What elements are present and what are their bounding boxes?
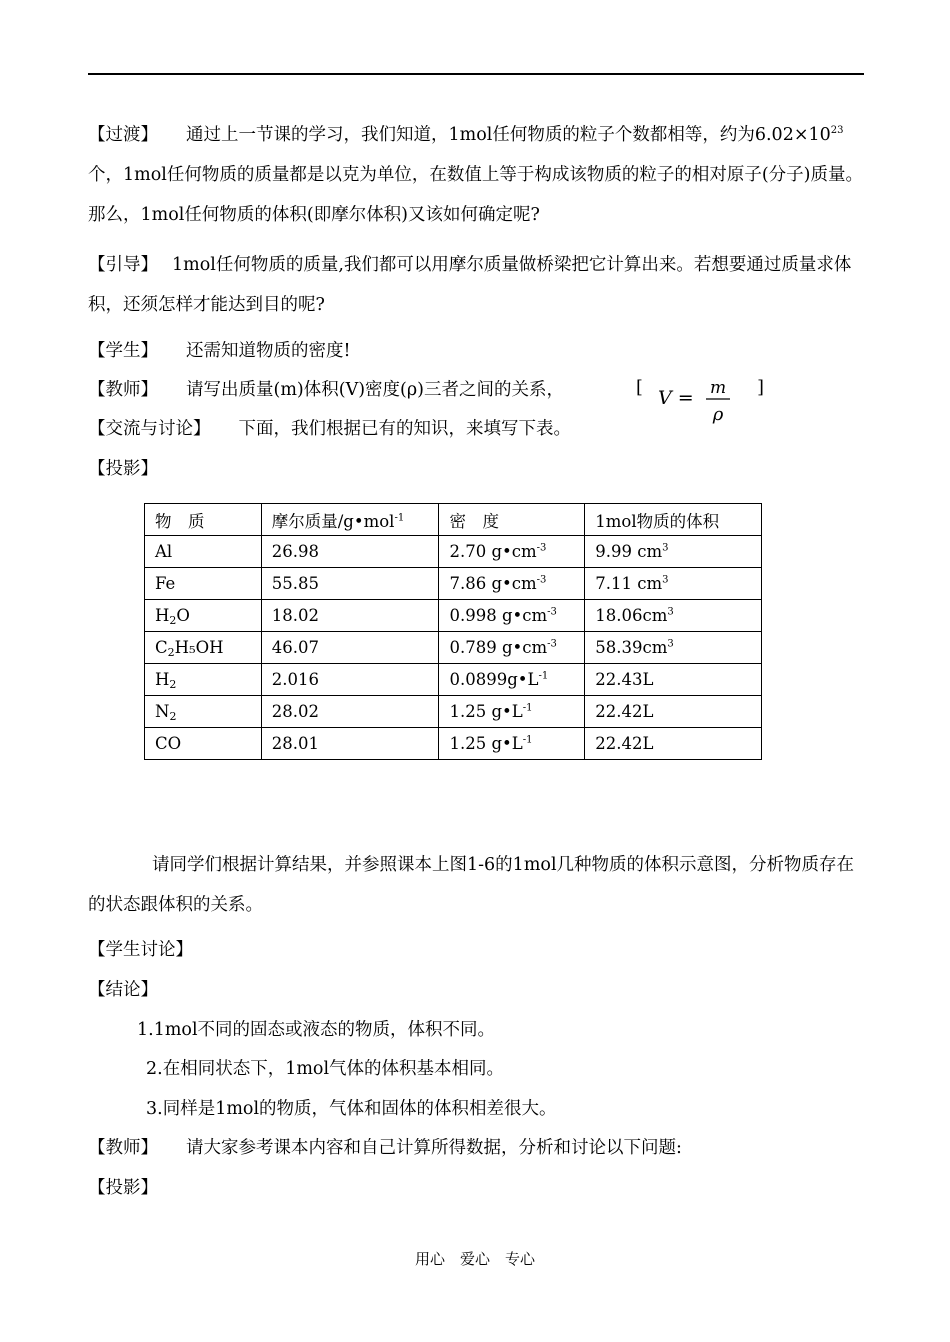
- cell-substance: $H_2$: [145, 664, 262, 696]
- table-row: [145, 600, 762, 632]
- cell-density: $0.0899g•L^{-1}$: [439, 664, 585, 696]
- cell-substance: $H_2O$: [145, 600, 262, 632]
- formula-numerator: m: [709, 378, 727, 398]
- header-density: 密 度: [439, 504, 585, 536]
- table-row: [145, 728, 762, 760]
- table-row: [145, 536, 762, 568]
- student-text: 还需知道物质的密度!: [186, 341, 351, 361]
- formula-lhs: V =: [658, 387, 694, 409]
- conclusion-item-3: 3.同样是1mol的物质，气体和固体的体积相差很大。: [146, 1099, 557, 1119]
- table-row: [145, 632, 762, 664]
- cell-molar-mass: 28.02: [261, 696, 439, 728]
- cell-molar-mass: 2.016: [261, 664, 439, 696]
- formula-bracket-open: [: [636, 378, 643, 398]
- cell-volume: 22.43L: [585, 664, 762, 696]
- cell-density: 7.86 $g•cm^{-3}$: [439, 568, 585, 600]
- molar-volume-table: [144, 503, 762, 760]
- transition-text-2: 个，1mol任何物质的质量都是以克为单位，在数值上等于构成该物质的粒子的相对原子(分子)质量。那么，1mol任何物质的体积(即摩尔体积)又该如何确定呢?: [88, 165, 864, 225]
- cell-molar-mass: 26.98: [261, 536, 439, 568]
- formula-graphic: [656, 376, 740, 428]
- teacher-tag-1: 【教师】: [88, 380, 158, 400]
- formula-denominator: ρ: [712, 404, 724, 425]
- student-tag: 【学生】: [88, 341, 158, 361]
- guide-paragraph: [88, 245, 864, 325]
- cell-substance: Fe: [145, 568, 262, 600]
- teacher-text-2: 请大家参考课本内容和自己计算所得数据，分析和讨论以下问题:: [186, 1138, 682, 1158]
- cell-volume: $58.39cm^3$: [585, 632, 762, 664]
- instruction-paragraph: 请同学们根据计算结果，并参照课本上图1-6的1mol几种物质的体积示意图，分析物质存在的状态跟体积的关系。: [88, 855, 855, 915]
- cell-substance: Al: [145, 536, 262, 568]
- cell-density: 0.789 $g•cm^{-3}$: [439, 632, 585, 664]
- cell-substance: $N_2$: [145, 696, 262, 728]
- student-line: [88, 338, 351, 364]
- cell-density: 2.70 $g•cm^{-3}$: [439, 536, 585, 568]
- conclusion-tag: 【结论】: [88, 980, 158, 1000]
- student-discussion-tag: 【学生讨论】: [88, 940, 193, 960]
- cell-density: 1.25 $g•L^{-1}$: [439, 728, 585, 760]
- header-substance: 物 质: [145, 504, 262, 536]
- guide-text: 1mol任何物质的质量,我们都可以用摩尔质量做桥梁把它计算出来。若想要通过质量求体积，还须怎样才能达到目的呢?: [88, 255, 852, 315]
- table-row: [145, 664, 762, 696]
- cell-volume: 22.42L: [585, 696, 762, 728]
- header-rule: [88, 73, 864, 75]
- cell-volume: 22.42L: [585, 728, 762, 760]
- cell-volume: 7.11 $cm^3$: [585, 568, 762, 600]
- cell-density: 1.25 $g•L^{-1}$: [439, 696, 585, 728]
- cell-molar-mass: 18.02: [261, 600, 439, 632]
- table-row: [145, 696, 762, 728]
- header-molar-mass: 摩尔质量/g•mol$^{-1}$: [261, 504, 439, 536]
- guide-tag: 【引导】: [88, 255, 158, 275]
- teacher-line-1: [88, 377, 564, 403]
- density-formula: [636, 376, 764, 428]
- cell-molar-mass: 46.07: [261, 632, 439, 664]
- cell-substance: $C_2H_5OH$: [145, 632, 262, 664]
- conclusion-item-1: 1.1mol不同的固态或液态的物质，体积不同。: [137, 1020, 496, 1040]
- discussion-line: [88, 416, 571, 442]
- projection-tag-2: 【投影】: [88, 1178, 158, 1198]
- cell-volume: $18.06cm^3$: [585, 600, 762, 632]
- cell-density: 0.998 $g•cm^{-3}$: [439, 600, 585, 632]
- projection-tag-1: 【投影】: [88, 459, 158, 479]
- table-row: [145, 568, 762, 600]
- teacher-tag-2: 【教师】: [88, 1138, 158, 1158]
- formula-bracket-close: ]: [757, 378, 764, 398]
- table-header-row: [145, 504, 762, 536]
- page-footer: 用心 爱心 专心: [414, 1250, 535, 1268]
- cell-volume: 9.99 $cm^3$: [585, 536, 762, 568]
- discussion-text: 下面，我们根据已有的知识，来填写下表。: [238, 419, 571, 439]
- transition-text-1: 通过上一节课的学习，我们知道，1mol任何物质的粒子个数都相等，约为6.02×10: [186, 125, 831, 145]
- conclusion-item-2: 2.在相同状态下，1mol气体的体积基本相同。: [146, 1059, 505, 1079]
- cell-molar-mass: 28.01: [261, 728, 439, 760]
- transition-paragraph: [88, 115, 864, 235]
- header-volume: 1mol物质的体积: [585, 504, 762, 536]
- cell-substance: CO: [145, 728, 262, 760]
- teacher-text-1: 请写出质量(m)体积(V)密度(ρ)三者之间的关系，: [186, 380, 564, 400]
- transition-exponent: 23: [830, 125, 844, 137]
- teacher-line-2: [88, 1135, 682, 1161]
- discussion-tag: 【交流与讨论】: [88, 419, 211, 439]
- cell-molar-mass: 55.85: [261, 568, 439, 600]
- transition-tag: 【过渡】: [88, 125, 158, 145]
